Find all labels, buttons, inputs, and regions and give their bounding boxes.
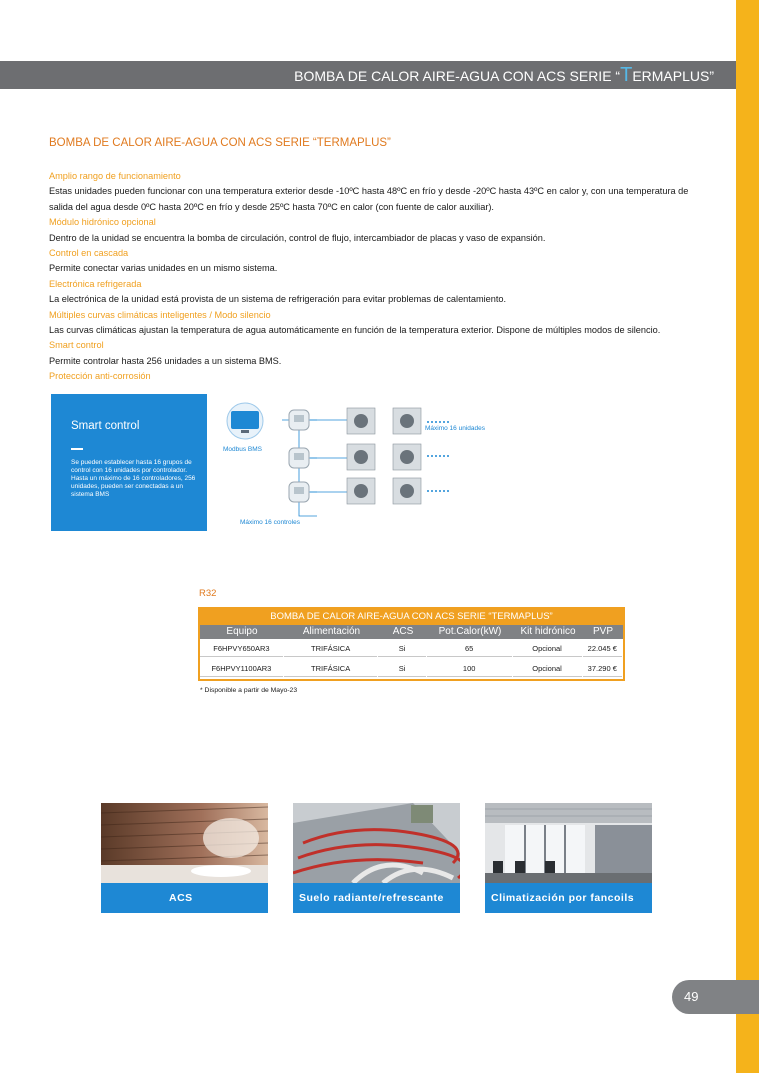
smart-control-title: Smart control [71, 420, 140, 432]
application-card-floor [293, 803, 460, 913]
header-title-initial: T [620, 64, 633, 86]
table-cell: Opcional [513, 660, 582, 677]
table-cell: TRIFÁSICA [284, 660, 378, 677]
column-header: PVP [592, 626, 613, 637]
feature-heading: Amplio rango de funcionamiento [49, 171, 181, 181]
feature-heading: Protección anti-corrosión [49, 371, 151, 382]
table-cell: Si [378, 640, 425, 657]
features-list [49, 169, 689, 385]
header-title-end: ERMAPLUS” [632, 68, 714, 84]
table-cell: Si [378, 660, 425, 677]
header-title-start: BOMBA DE CALOR AIRE-AGUA CON ACS SERIE “ [294, 68, 621, 84]
max-controls-label: Máximo 16 controles [240, 519, 300, 526]
column-header: ACS [392, 626, 414, 637]
feature-text: La electrónica de la unidad está provista de un sistema de refrigeración para evitar problemas de calentamiento. [49, 294, 507, 305]
bms-diagram [207, 394, 507, 534]
table-header-row [200, 625, 623, 639]
table-cell: F6HPVY650AR3 [200, 640, 283, 657]
feature-heading: Electrónica refrigerada [49, 278, 142, 289]
column-header: Equipo [226, 626, 258, 637]
table-row [200, 659, 623, 679]
controller-icon [289, 410, 309, 430]
price-table [198, 607, 625, 681]
fan-grille-icon [354, 414, 414, 498]
application-caption: Suelo radiante/refrescante [293, 883, 460, 913]
application-caption: ACS [101, 883, 268, 913]
table-cell: 65 [427, 640, 512, 657]
table-cell: F6HPVY1100AR3 [200, 660, 283, 677]
divider [71, 448, 83, 450]
table-cell: Opcional [513, 640, 582, 657]
application-card-acs [101, 803, 268, 913]
refrigerant-label: R32 [199, 588, 217, 599]
table-cell: TRIFÁSICA [284, 640, 378, 657]
smart-control-description: Se pueden establecer hasta 16 grupos de control con 16 unidades por controlador. Hasta un máximo de 16 controladores, 256 unidades, pueden ser conectadas a un sistema BMS [71, 459, 196, 498]
feature-heading: Control en cascada [49, 248, 129, 259]
bms-diagram-graphic [207, 394, 507, 534]
column-header: Alimentación [302, 626, 361, 637]
feature-text: Permite controlar hasta 256 unidades a un sistema BMS. [49, 355, 282, 366]
feature-text: Permite conectar varias unidades en un mismo sistema. [49, 263, 278, 274]
monitor-icon [227, 403, 263, 439]
table-title: BOMBA DE CALOR AIRE-AGUA CON ACS SERIE “TERMAPLUS” [200, 609, 623, 625]
feature-text: Las curvas climáticas ajustan la temperatura de agua automáticamente en función de la temperatura exterior. Dispone de múltiples modos de silencio. [49, 325, 661, 336]
feature-heading: Múltiples curvas climáticas inteligentes / Modo silencio [49, 309, 271, 320]
bms-label: Modbus BMS [223, 446, 263, 453]
page-number: 49 [672, 980, 759, 1014]
column-header: Pot.Calor(kW) [438, 626, 502, 637]
table-row [200, 639, 623, 659]
footnote: * Disponible a partir de Mayo-23 [200, 687, 298, 694]
feature-text: Estas unidades pueden funcionar con una temperatura exterior desde -10ºC hasta 48ºC en frío y desde -20ºC hasta 43ºC en calor y, con una temperatura de salida del agua desde 0ºC hasta 20ºC en frío y desde 25ºC hasta 70ºC en calor (con fuente de calor auxiliar). [49, 186, 689, 212]
side-accent-bar [736, 0, 759, 1073]
column-header: Kit hidrónico [520, 626, 576, 637]
page-header [0, 61, 736, 89]
application-caption: Climatización por fancoils [485, 883, 652, 913]
controller-icon [289, 482, 309, 502]
feature-text: Dentro de la unidad se encuentra la bomba de circulación, control de flujo, intercambiador de placas y vaso de expansión. [49, 232, 546, 243]
section-title: BOMBA DE CALOR AIRE-AGUA CON ACS SERIE “TERMAPLUS” [49, 137, 391, 149]
smart-control-panel [51, 394, 207, 531]
table-cell: 22.045 € [583, 640, 622, 657]
controller-icon [289, 448, 309, 468]
feature-heading: Smart control [49, 340, 104, 351]
table-cell: 100 [427, 660, 512, 677]
feature-heading: Módulo hidrónico opcional [49, 217, 156, 228]
table-cell: 37.290 € [583, 660, 622, 677]
max-units-label: Máximo 16 unidades [425, 425, 485, 432]
application-card-fancoil [485, 803, 652, 913]
